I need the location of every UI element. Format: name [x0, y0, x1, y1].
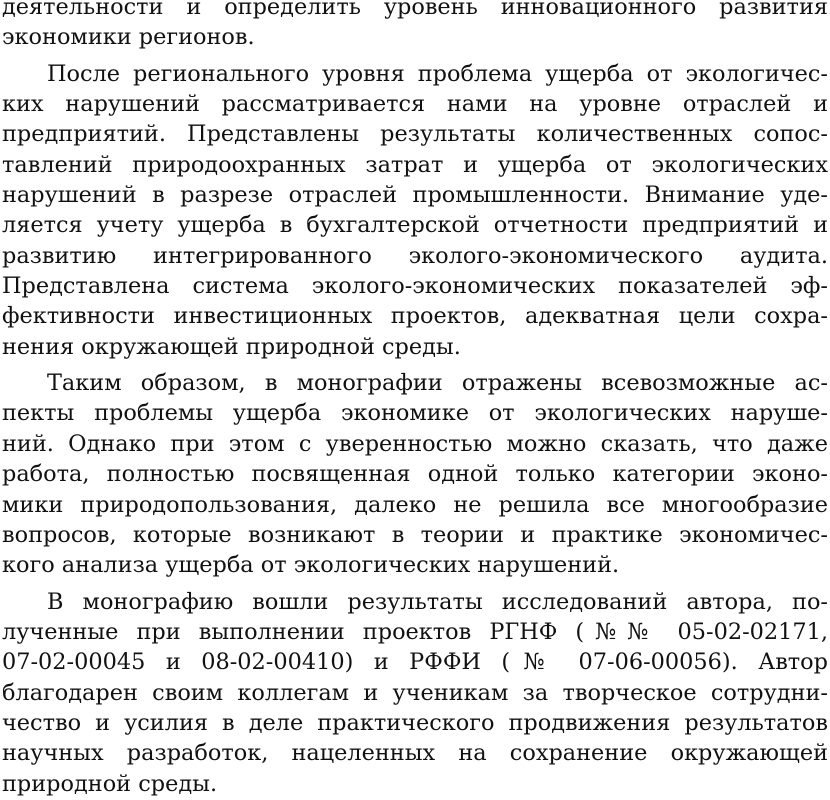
text-line: В монографию вошли результаты исследований автора, по- — [47, 588, 828, 615]
text-line: работа, полностью посвященная одной только категории эконо- — [2, 461, 828, 488]
text-line: развитию интегрированного эколого-экономического аудита. — [2, 242, 828, 269]
text-line: кого анализа ущерба от экологических нарушений. — [2, 552, 620, 579]
text-line: Таким образом, в монографии отражены всевозможные ас- — [47, 370, 828, 397]
text-line: ких нарушений рассматривается нами на уровне отраслей и — [2, 91, 828, 118]
text-line: природной среды. — [2, 770, 218, 797]
text-line: мики природопользования, далеко не решила все многообразие — [2, 491, 828, 518]
text-line: деятельности и определить уровень инновационного развития — [2, 0, 828, 20]
text-line: ляется учету ущерба в бухгалтерской отчетности предприятий и — [2, 212, 828, 239]
text-line: предприятий. Представлены результаты количественных сопос- — [2, 121, 828, 148]
text-line: ний. Однако при этом с уверенностью можно сказать, что даже — [2, 430, 828, 457]
paragraph-3 — [0, 368, 830, 580]
text-line: вопросов, которые возникают в теории и практике экономичес- — [2, 521, 828, 548]
text-line: экономики регионов. — [2, 24, 255, 51]
text-line: научных разработок, нацеленных на сохранение окружающей — [2, 740, 828, 767]
paragraph-4 — [0, 587, 830, 799]
text-line: фективности инвестиционных проектов, адекватная цели сохра- — [2, 303, 828, 330]
text-line: чество и усилия в деле практического продвижения результатов — [2, 709, 828, 736]
text-line: пекты проблемы ущерба экономике от экологических наруше- — [2, 400, 828, 427]
text-line: нения окружающей природной среды. — [2, 333, 461, 360]
text-line: 07-02-00045 и 08-02-00410) и РФФИ (№ 07-06-00056). Автор — [2, 649, 828, 676]
text-line: лученные при выполнении проектов РГНФ (№№ 05-02-02171, — [2, 618, 828, 645]
text-line: тавлений природоохранных затрат и ущерба от экологических — [2, 151, 828, 178]
paragraph-2 — [0, 59, 830, 362]
paragraph-1 — [0, 0, 830, 53]
text-line: Представлена система эколого-экономических показателей эф- — [2, 273, 828, 300]
text-line: После регионального уровня проблема ущерба от экологичес- — [47, 60, 828, 87]
text-line: нарушений в разрезе отраслей промышленности. Внимание уде- — [2, 182, 828, 209]
text-line: благодарен своим коллегам и ученикам за творческое сотрудни- — [2, 679, 828, 706]
